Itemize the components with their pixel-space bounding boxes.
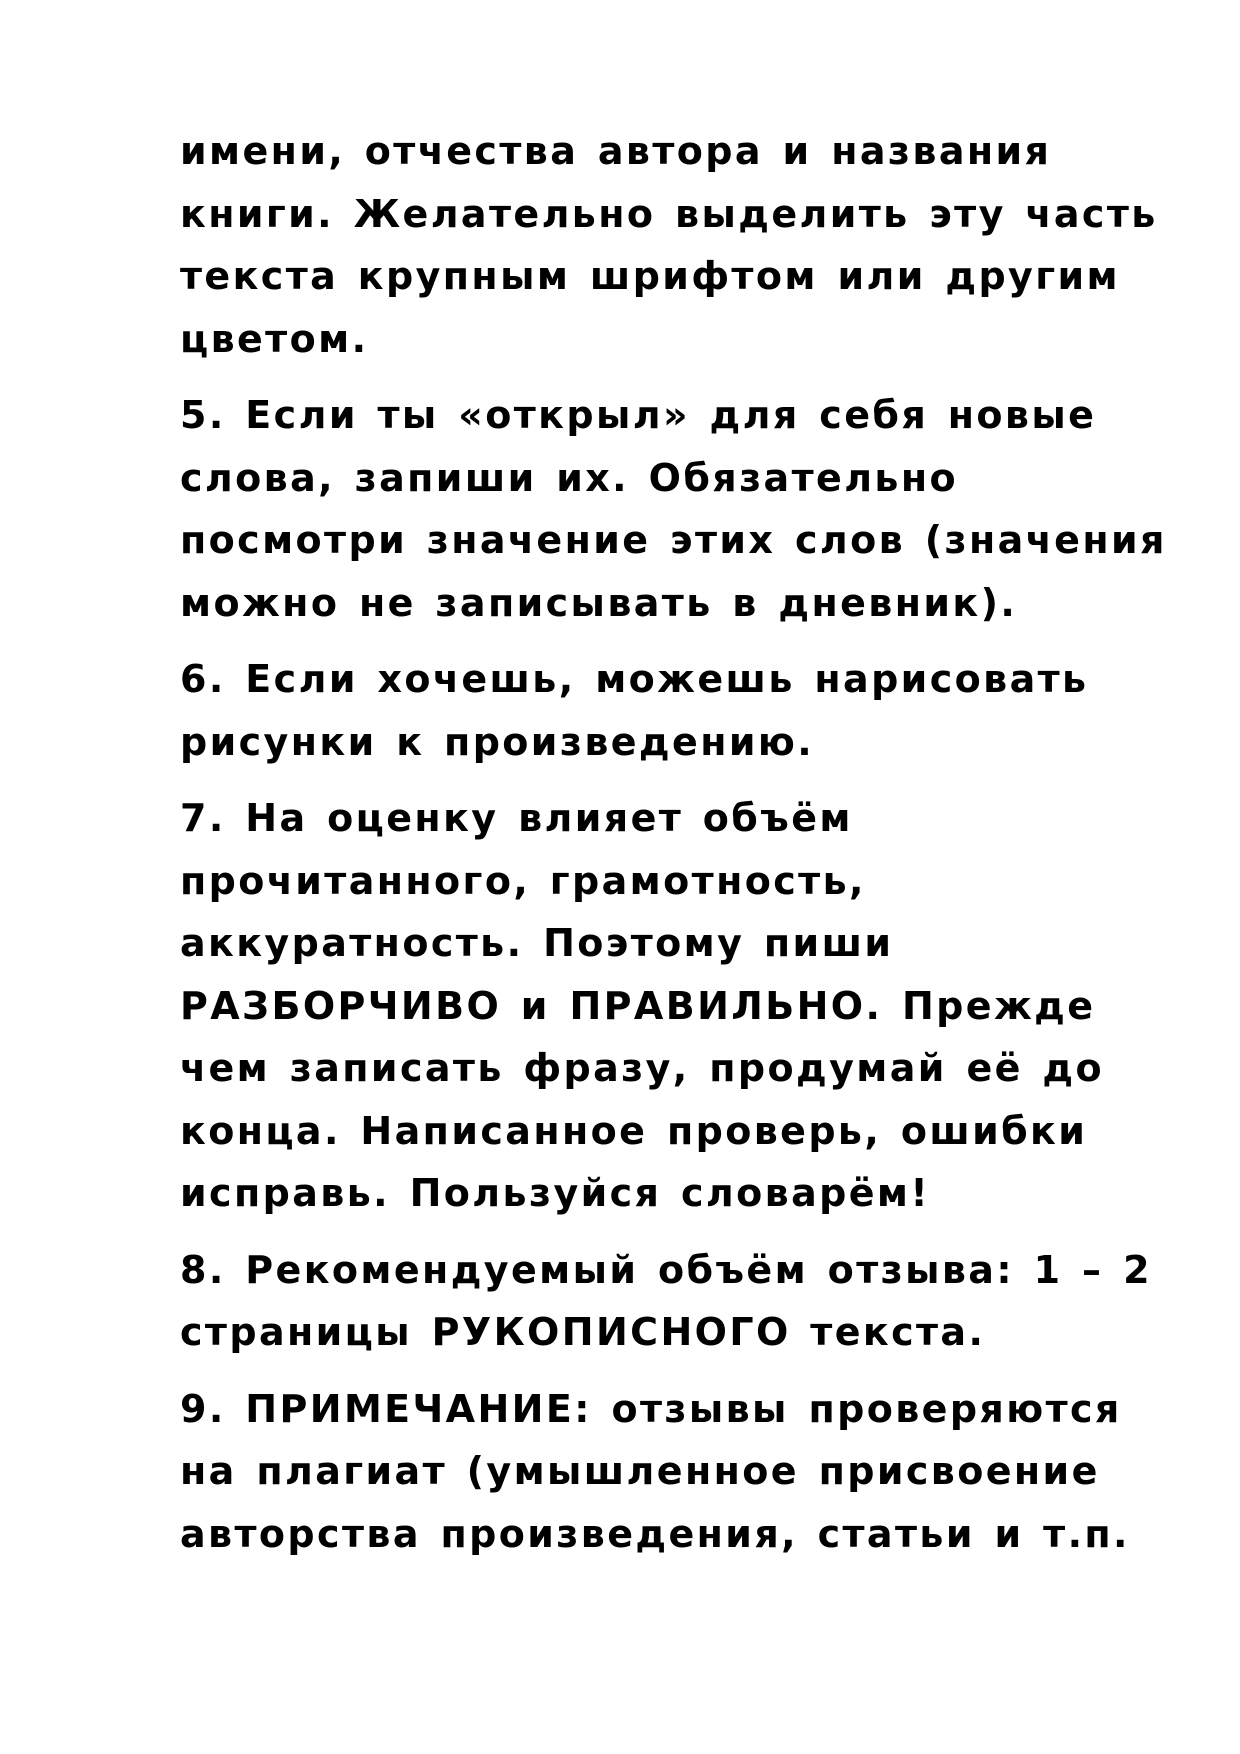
text-line: 7. На оценку влияет объём xyxy=(180,796,853,840)
text-line: текста крупным шрифтом или другим xyxy=(180,254,1120,298)
text-line: слова, запиши их. Обязательно xyxy=(180,455,959,500)
text-line: аккуратность. Поэтому пиши xyxy=(180,921,894,965)
paragraph-item-8 xyxy=(180,1239,1200,1364)
text-line: страницы РУКОПИСНОГО текста. xyxy=(180,1310,986,1354)
text-line: на плагиат (умышленное присвоение xyxy=(180,1449,1100,1493)
paragraph-item-6 xyxy=(180,648,1200,773)
text-line: рисунки к произведению. xyxy=(180,719,815,764)
paragraph-item-9 xyxy=(180,1378,1200,1566)
text-line: конца. Написанное проверь, ошибки xyxy=(180,1108,1088,1153)
text-line: цветом. xyxy=(180,316,369,361)
text-line: посмотри значение этих слов (значения xyxy=(180,518,1167,562)
text-line: можно не записывать в дневник). xyxy=(180,580,1018,625)
text-line: прочитанного, грамотность, xyxy=(180,858,866,903)
text-line: РАЗБОРЧИВО и ПРАВИЛЬНО. Прежде xyxy=(180,983,1096,1028)
document-page xyxy=(180,120,1200,1579)
paragraph-item-7 xyxy=(180,787,1200,1225)
text-line: 9. ПРИМЕЧАНИЕ: отзывы проверяются xyxy=(180,1386,1122,1431)
text-line: книги. Желательно выделить эту часть xyxy=(180,191,1158,236)
text-line: авторства произведения, статьи и т.п. xyxy=(180,1511,1130,1556)
text-line: чем записать фразу, продумай её до xyxy=(180,1046,1105,1090)
text-line: исправь. Пользуйся словарём! xyxy=(180,1171,931,1215)
text-line: 8. Рекомендуемый объём отзыва: 1 – 2 xyxy=(180,1247,1152,1292)
paragraph-item-5 xyxy=(180,384,1200,634)
text-line: 6. Если хочешь, можешь нарисовать xyxy=(180,657,1089,701)
text-line: имени, отчества автора и названия xyxy=(180,129,1052,173)
paragraph-title-continuation xyxy=(180,120,1200,370)
text-line: 5. Если ты «открыл» для себя новые xyxy=(180,393,1097,437)
